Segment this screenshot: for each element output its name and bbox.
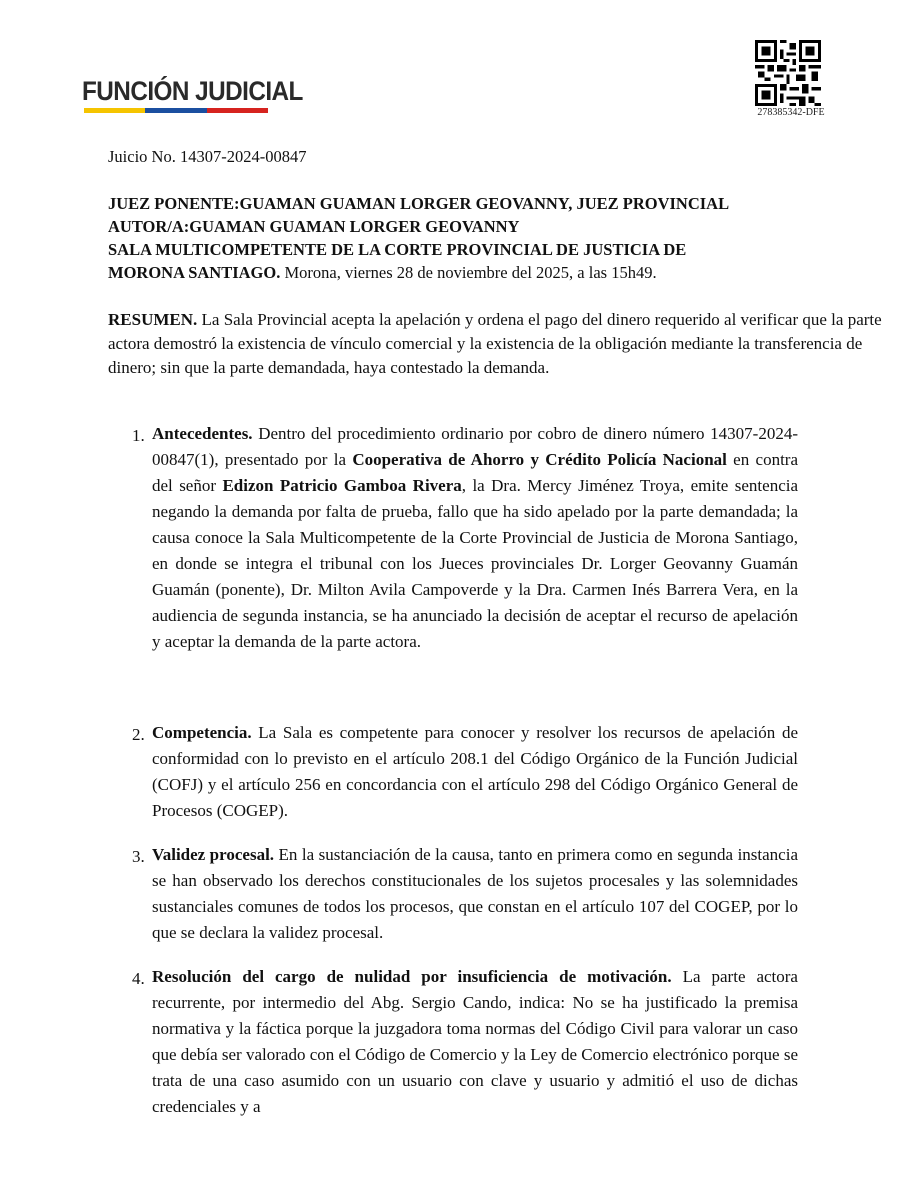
- resumen-label: RESUMEN.: [108, 310, 198, 329]
- juicio-number: Juicio No. 14307-2024-00847: [108, 147, 307, 166]
- autor: AUTOR/A:GUAMAN GUAMAN LORGER GEOVANNY: [108, 217, 520, 236]
- item-number: 4.: [132, 969, 145, 988]
- item-number: 3.: [132, 847, 145, 866]
- item-title: Antecedentes.: [152, 424, 253, 443]
- cooperativa-name: Cooperativa de Ahorro y Crédito Policía Nacional: [352, 450, 727, 469]
- logo-bar-red: [207, 108, 268, 113]
- sala-line-1: SALA MULTICOMPETENTE DE LA CORTE PROVINCIAL DE JUSTICIA DE: [108, 240, 687, 259]
- fecha: Morona, viernes 28 de noviembre del 2025, a las 15h49.: [280, 263, 657, 282]
- resumen-line-3: dinero; sin que la parte demandada, haya contestado la demanda.: [108, 358, 550, 377]
- resumen-line-1: RESUMEN. La Sala Provincial acepta la apelación y ordena el pago del dinero requerido al verificar que la parte: [108, 310, 882, 329]
- item-title: Competencia.: [152, 723, 252, 742]
- sala-fecha-line: [108, 263, 657, 283]
- item-validez-procesal: Validez procesal. En la sustanciación de la causa, tanto en primera como en segunda instancia se han observado los derechos constitucionales de los sujetos procesales y las solemnidades sustanciales comunes de todos los procesos, que constan en el artículo 107 del COGEP, por lo que se declara la validez procesal.: [152, 845, 798, 942]
- logo-color-bars: [84, 108, 268, 113]
- juez-ponente: JUEZ PONENTE:GUAMAN GUAMAN LORGER GEOVANNY, JUEZ PROVINCIAL: [108, 194, 730, 213]
- funcion-judicial-logo: [82, 76, 303, 114]
- item-title: Validez procesal.: [152, 845, 275, 864]
- item-number: 2.: [132, 725, 145, 744]
- sala-line-2: MORONA SANTIAGO.: [108, 263, 281, 282]
- item-number: 1.: [132, 426, 145, 445]
- demandado-name: Edizon Patricio Gamboa Rivera: [222, 476, 462, 495]
- logo-text: FUNCIÓN JUDICIAL: [82, 76, 303, 106]
- item-antecedentes: Antecedentes. Dentro del procedimiento ordinario por cobro de dinero número 14307-2024-00847(1), presentado por la Cooperativa de Ahorro y Crédito Policía Nacional en contra del señor Edizon Patricio Gamboa Rivera, la Dra. Mercy Jiménez Troya, emite sentencia negando la demanda por falta de prueba, fallo que ha sido apelado por la parte demandada; la causa conoce la Sala Multicompetente de la Corte Provincial de Justicia de Morona Santiago, en donde se integra el tribunal con los Jueces provinciales Dr. Lorger Geovanny Guamán Guamán (ponente), Dr. Milton Avila Campoverde y la Dra. Carmen Inés Barrera Vera, en la audiencia de segunda instancia, se ha anunciado la decisión de aceptar el recurso de apelación y aceptar la demanda de la parte actora.: [152, 424, 799, 651]
- resumen-line-2: actora demostró la existencia de vínculo comercial y la existencia de la obligación mediante la transferencia de: [108, 334, 863, 353]
- resumen: [108, 308, 904, 380]
- logo-bar-yellow: [84, 108, 145, 113]
- item-title: Resolución del cargo de nulidad por insuficiencia de motivación.: [152, 967, 672, 986]
- logo-bar-blue: [145, 108, 206, 113]
- item-competencia: Competencia. La Sala es competente para conocer y resolver los recursos de apelación de conformidad con lo previsto en el artículo 208.1 del Código Orgánico de la Función Judicial (COFJ) y el artículo 256 en concordancia con el artículo 298 del Código Orgánico General de Procesos (COGEP).: [152, 723, 798, 820]
- qr-code-label: 278385342-DFE: [757, 107, 825, 118]
- item-resolucion-nulidad: Resolución del cargo de nulidad por insuficiencia de motivación. La parte actora recurrente, por intermedio del Abg. Sergio Cando, indica: No se ha justificado la premisa normativa y la fáctica porque la juzgadora toma normas del Código Civil para valorar un caso que debía ser valorado con el Código de Comercio y la Ley de Comercio electrónico porque se trata de una caso asumido con un usuario con clave y usuario y admitió el uso de dichas credenciales y a: [152, 967, 798, 1116]
- qr-code-icon: [755, 40, 821, 106]
